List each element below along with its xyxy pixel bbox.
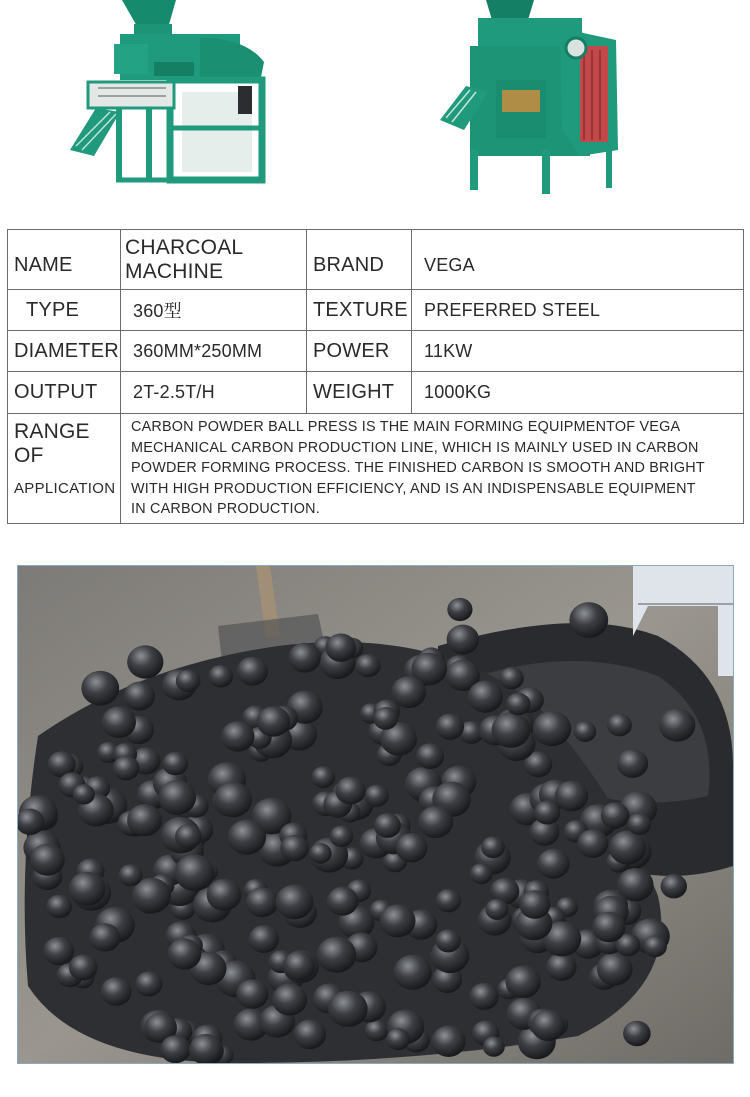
charcoal-ball (46, 895, 72, 919)
range-label-title: RANGE OF (14, 420, 90, 467)
charcoal-ball (416, 743, 444, 769)
charcoal-ball (257, 706, 290, 736)
charcoal-ball (330, 826, 353, 848)
charcoal-ball (661, 874, 687, 898)
charcoal-ball (569, 602, 608, 638)
charcoal-ball (127, 645, 163, 678)
charcoal-ball (113, 756, 140, 780)
charcoal-ball (89, 923, 120, 951)
charcoal-ball (537, 849, 570, 879)
charcoal-ball (127, 804, 162, 836)
charcoal-ball (43, 937, 74, 965)
charcoal-ball (659, 709, 695, 742)
charcoal-ball (30, 844, 65, 876)
charcoal-ball (214, 782, 252, 817)
charcoal-ball (276, 885, 314, 920)
charcoal-ball (317, 937, 356, 973)
charcoal-ball (436, 929, 461, 952)
charcoal-ball (288, 643, 320, 673)
weight-label: WEIGHT (307, 372, 412, 414)
charcoal-ball (492, 712, 531, 748)
charcoal-ball (485, 899, 508, 920)
output-value: 2T-2.5T/H (121, 372, 307, 414)
charcoal-ball (447, 625, 479, 655)
weight-value: 1000KG (412, 372, 744, 414)
charcoal-ball (418, 806, 453, 838)
charcoal-ball (505, 966, 540, 999)
charcoal-ball (546, 953, 576, 981)
diameter-value: 360MM*250MM (121, 331, 307, 372)
charcoal-ball (531, 1010, 565, 1041)
charcoal-ball (623, 1021, 651, 1046)
briquette-machine-photo-left (50, 0, 280, 190)
charcoal-ball (483, 1036, 505, 1056)
charcoal-ball (386, 1028, 410, 1050)
charcoal-ball (601, 802, 630, 828)
charcoal-ball (158, 780, 196, 815)
charcoal-ball (168, 938, 202, 969)
range-label-subtitle: APPLICATION (14, 480, 116, 497)
charcoal-ball (69, 872, 106, 906)
charcoal-ball (574, 721, 596, 742)
name-label: NAME (8, 230, 121, 290)
charcoal-ball (643, 935, 667, 957)
charcoal-ball (374, 813, 401, 838)
charcoal-ball (207, 879, 242, 911)
charcoal-ball (283, 951, 315, 980)
range-description: CARBON POWDER BALL PRESS IS THE MAIN FORMING EQUIPMENTOF VEGA MECHANICAL CARBON PRODUCTION LINE, WHICH IS MAINLY USED IN CARBON POWDER FORMING PROCESS. THE FINISHED CARBON IS SMOOTH AND BRIGHT WITH HIGH PRODUCTION EFFICIENCY, AND IS AN INDISPENSABLE EQUIPMENT IN CARBON PRODUCTION. (121, 414, 744, 524)
output-label: OUTPUT (8, 372, 121, 414)
charcoal-ball (481, 836, 505, 858)
charcoal-ball (436, 889, 461, 912)
charcoal-ball (102, 706, 136, 738)
charcoal-ball (609, 830, 646, 864)
charcoal-ball (506, 693, 531, 716)
spec-row-name (8, 230, 744, 290)
charcoal-ball (280, 835, 309, 861)
charcoal-ball (555, 781, 588, 812)
charcoal-ball (175, 854, 215, 891)
charcoal-ball (101, 977, 132, 1006)
charcoal-ball (124, 682, 155, 711)
charcoal-ball (468, 681, 503, 713)
charcoal-ball (73, 784, 95, 804)
charcoal-ball (294, 1020, 326, 1050)
charcoal-ball (519, 890, 550, 919)
charcoal-ball (365, 1020, 389, 1042)
charcoal-ball (391, 676, 426, 708)
charcoal-ball (577, 829, 608, 858)
charcoal-ball (236, 979, 268, 1009)
charcoal-ball (309, 843, 331, 864)
spec-row-diameter (8, 331, 744, 372)
top-photo-strip (0, 0, 750, 200)
charcoal-ball (627, 813, 651, 835)
charcoal-ball (249, 925, 279, 953)
charcoal-ball (533, 711, 571, 746)
charcoal-ball (325, 634, 356, 662)
charcoal-ball (327, 887, 358, 916)
charcoal-ball (272, 983, 307, 1015)
brand-label: BRAND (307, 230, 412, 290)
charcoal-ball (355, 654, 380, 677)
spec-table (7, 229, 744, 524)
charcoal-ball (447, 598, 472, 621)
charcoal-ball (163, 752, 189, 775)
briquette-machine-photo-right (430, 0, 630, 195)
diameter-label: DIAMETER (8, 331, 121, 372)
spec-row-type (8, 290, 744, 331)
charcoal-ball (373, 707, 398, 730)
charcoal-ball (592, 912, 625, 943)
charcoal-ball (500, 667, 524, 689)
charcoal-ball (432, 1026, 466, 1057)
charcoal-ball (607, 714, 632, 737)
charcoal-ball (312, 766, 336, 788)
type-value: 360型 (121, 290, 307, 331)
charcoal-ball (160, 1035, 190, 1063)
charcoal-ball (597, 953, 633, 986)
charcoal-ball (328, 991, 368, 1027)
charcoal-ball (221, 721, 254, 751)
type-label: TYPE (8, 290, 121, 331)
charcoal-ball (335, 777, 365, 805)
spec-row-range (8, 414, 744, 524)
brand-value: VEGA (412, 230, 744, 290)
charcoal-ball (365, 785, 389, 807)
charcoal-ball (470, 863, 493, 884)
charcoal-ball (81, 671, 119, 706)
charcoal-ball (228, 820, 266, 855)
charcoal-ball (617, 749, 648, 778)
charcoal-ball (436, 714, 464, 740)
charcoal-ball (208, 665, 233, 688)
texture-value: PREFERRED STEEL (412, 290, 744, 331)
power-label: POWER (307, 331, 412, 372)
charcoal-balls-icon (18, 566, 733, 1063)
charcoal-ball (175, 824, 202, 849)
charcoal-ball (393, 955, 431, 990)
charcoal-balls-photo (17, 565, 734, 1064)
name-value: CHARCOAL MACHINE (121, 230, 307, 290)
charcoal-ball (534, 801, 560, 825)
charcoal-ball (396, 833, 428, 862)
charcoal-ball (119, 864, 143, 886)
charcoal-ball (380, 904, 416, 937)
charcoal-ball (246, 887, 278, 917)
charcoal-ball (469, 983, 498, 1010)
charcoal-ball (69, 955, 97, 981)
charcoal-ball (237, 657, 268, 686)
charcoal-ball (135, 971, 162, 996)
charcoal-ball (176, 670, 201, 693)
texture-label: TEXTURE (307, 290, 412, 331)
power-value: 11KW (412, 331, 744, 372)
range-label-cell (8, 414, 121, 524)
spec-row-output (8, 372, 744, 414)
